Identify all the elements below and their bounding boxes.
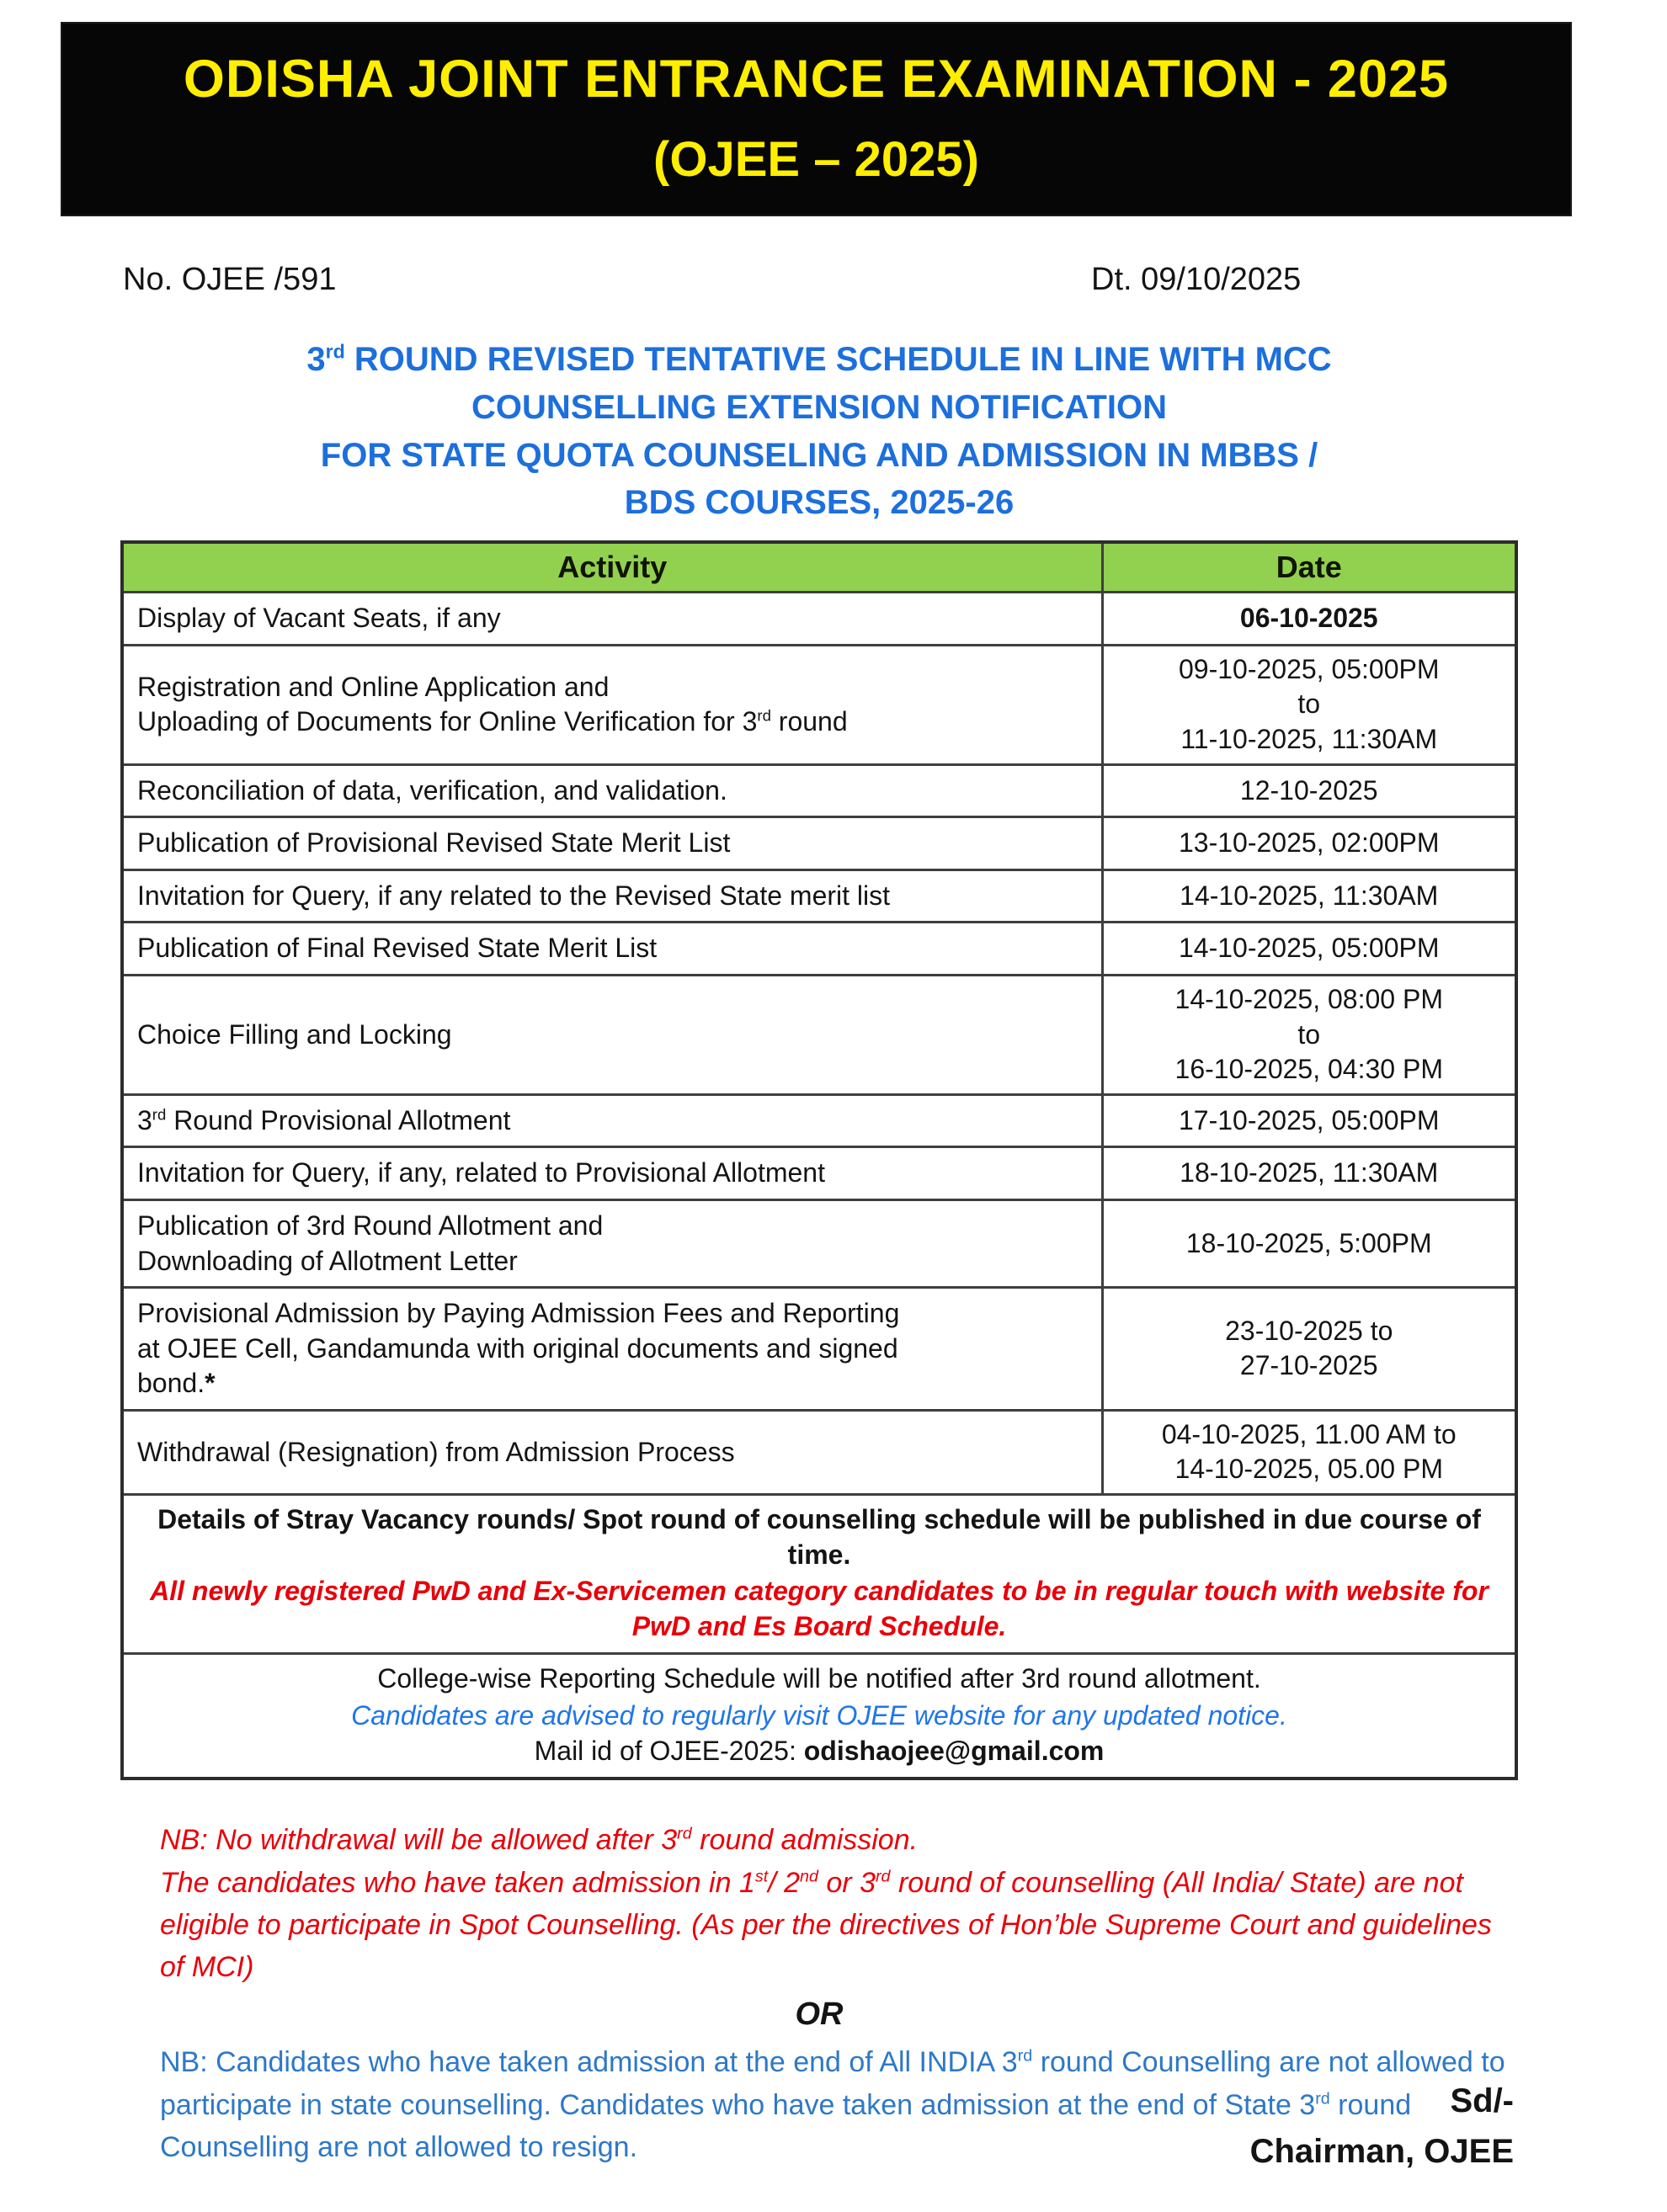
activity-cell: Display of Vacant Seats, if any bbox=[122, 593, 1102, 646]
banner-subtitle: (OJEE – 2025) bbox=[653, 132, 979, 187]
visit-website-note: Candidates are advised to regularly visit OJEE website for any updated notice. bbox=[351, 1700, 1287, 1731]
reference-number: No. OJEE /591 bbox=[123, 262, 337, 297]
activity-cell: Registration and Online Application and Uploading of Documents for Online Verification for 3rd round bbox=[122, 645, 1102, 764]
date-cell: 06-10-2025 bbox=[1102, 593, 1516, 646]
activity-cell: Provisional Admission by Paying Admission Fees and Reporting at OJEE Cell, Gandamunda with original documents and signed bond.* bbox=[122, 1288, 1102, 1411]
date-cell: 04-10-2025, 11.00 AM to 14-10-2025, 05.00 PM bbox=[1102, 1410, 1516, 1494]
signature-sd: Sd/- bbox=[1450, 2082, 1514, 2119]
table-row bbox=[122, 869, 1516, 923]
date-cell: 18-10-2025, 5:00PM bbox=[1102, 1199, 1516, 1287]
table-row bbox=[122, 923, 1516, 976]
activity-cell: Invitation for Query, if any, related to Provisional Allotment bbox=[122, 1147, 1102, 1200]
stray-vacancy-note: Details of Stray Vacancy rounds/ Spot round of counselling schedule will be published in due course of time. bbox=[157, 1504, 1481, 1570]
notice-title bbox=[120, 336, 1518, 527]
table-row bbox=[122, 593, 1516, 646]
mail-id-line: Mail id of OJEE-2025: odishaojee@gmail.com bbox=[534, 1735, 1105, 1766]
reference-line bbox=[123, 262, 1667, 299]
notice-title-line-4: BDS COURSES, 2025-26 bbox=[624, 484, 1015, 522]
table-row bbox=[122, 1288, 1516, 1411]
schedule-table-body bbox=[122, 593, 1516, 1495]
activity-cell: Publication of Final Revised State Merit List bbox=[122, 923, 1102, 976]
note-row-stray-vacancy bbox=[122, 1495, 1516, 1654]
note-row-reporting bbox=[122, 1654, 1516, 1779]
nb-red-line: NB: No withdrawal will be allowed after 3rd round admission. bbox=[160, 1824, 919, 1857]
schedule-table-notes bbox=[122, 1495, 1516, 1779]
table-row bbox=[122, 1147, 1516, 1200]
reference-date: Dt. 09/10/2025 bbox=[1091, 262, 1302, 297]
banner-title: ODISHA JOINT ENTRANCE EXAMINATION - 2025 bbox=[183, 50, 1450, 109]
activity-cell: 3rd Round Provisional Allotment bbox=[122, 1094, 1102, 1147]
date-cell: 23-10-2025 to 27-10-2025 bbox=[1102, 1288, 1516, 1411]
activity-cell: Withdrawal (Resignation) from Admission Process bbox=[122, 1410, 1102, 1494]
date-column-header: Date bbox=[1102, 542, 1516, 593]
nb-blue-paragraph: NB: Candidates who have taken admission at the end of All INDIA 3rd round Counselling are not allowed to participate in state counselling. Candidates who have taken admission at the end of State 3rd round Counselling are not allowed to resign. bbox=[160, 2046, 1505, 2164]
date-cell: 14-10-2025, 11:30AM bbox=[1102, 869, 1516, 923]
nb-red-block bbox=[160, 1819, 1517, 1988]
date-cell: 14-10-2025, 08:00 PM to 16-10-2025, 04:30 PM bbox=[1102, 975, 1516, 1094]
activity-column-header: Activity bbox=[122, 542, 1102, 593]
notice-title-line-3: FOR STATE QUOTA COUNSELING AND ADMISSION IN MBBS / bbox=[320, 436, 1318, 474]
or-separator: OR bbox=[795, 1997, 844, 2033]
activity-cell: Publication of Provisional Revised State Merit List bbox=[122, 817, 1102, 870]
schedule-table-head bbox=[122, 542, 1516, 593]
table-row bbox=[122, 975, 1516, 1094]
schedule-table bbox=[120, 540, 1518, 1780]
date-cell: 12-10-2025 bbox=[1102, 764, 1516, 817]
table-row bbox=[122, 817, 1516, 870]
college-reporting-note: College-wise Reporting Schedule will be notified after 3rd round allotment. bbox=[377, 1663, 1261, 1694]
date-cell: 14-10-2025, 05:00PM bbox=[1102, 923, 1516, 976]
activity-cell: Choice Filling and Locking bbox=[122, 975, 1102, 1094]
date-cell: 09-10-2025, 05:00PM to 11-10-2025, 11:30AM bbox=[1102, 645, 1516, 764]
activity-cell: Reconciliation of data, verification, and validation. bbox=[122, 764, 1102, 817]
table-row bbox=[122, 1410, 1516, 1494]
signature-designation: Chairman, OJEE bbox=[1249, 2133, 1514, 2170]
notice-title-line-2: COUNSELLING EXTENSION NOTIFICATION bbox=[471, 388, 1167, 426]
banner bbox=[61, 22, 1572, 216]
nb-red-paragraph: The candidates who have taken admission in 1st/ 2nd or 3rd round of counselling (All India/ State) are not eligible to participate in Spot Counselling. (As per the directives of Hon’ble Supreme Court and guidelines of MCI) bbox=[160, 1866, 1492, 1984]
table-row bbox=[122, 1094, 1516, 1147]
activity-cell: Invitation for Query, if any related to the Revised State merit list bbox=[122, 869, 1102, 923]
notice-title-line-1: 3rd ROUND REVISED TENTATIVE SCHEDULE IN LINE WITH MCC bbox=[306, 340, 1332, 378]
reporting-note-cell bbox=[122, 1654, 1516, 1779]
header-row bbox=[122, 542, 1516, 593]
date-cell: 13-10-2025, 02:00PM bbox=[1102, 817, 1516, 870]
table-row bbox=[122, 645, 1516, 764]
date-cell: 18-10-2025, 11:30AM bbox=[1102, 1147, 1516, 1200]
signature-block bbox=[1250, 2076, 1514, 2177]
pwd-exservicemen-note: All newly registered PwD and Ex-Servicemen category candidates to be in regular touch with website for PwD and Es Board Schedule. bbox=[150, 1576, 1489, 1641]
activity-cell: Publication of 3rd Round Allotment and Downloading of Allotment Letter bbox=[122, 1199, 1102, 1287]
table-row bbox=[122, 1199, 1516, 1287]
table-row bbox=[122, 764, 1516, 817]
stray-vacancy-note-cell bbox=[122, 1495, 1516, 1654]
date-cell: 17-10-2025, 05:00PM bbox=[1102, 1094, 1516, 1147]
